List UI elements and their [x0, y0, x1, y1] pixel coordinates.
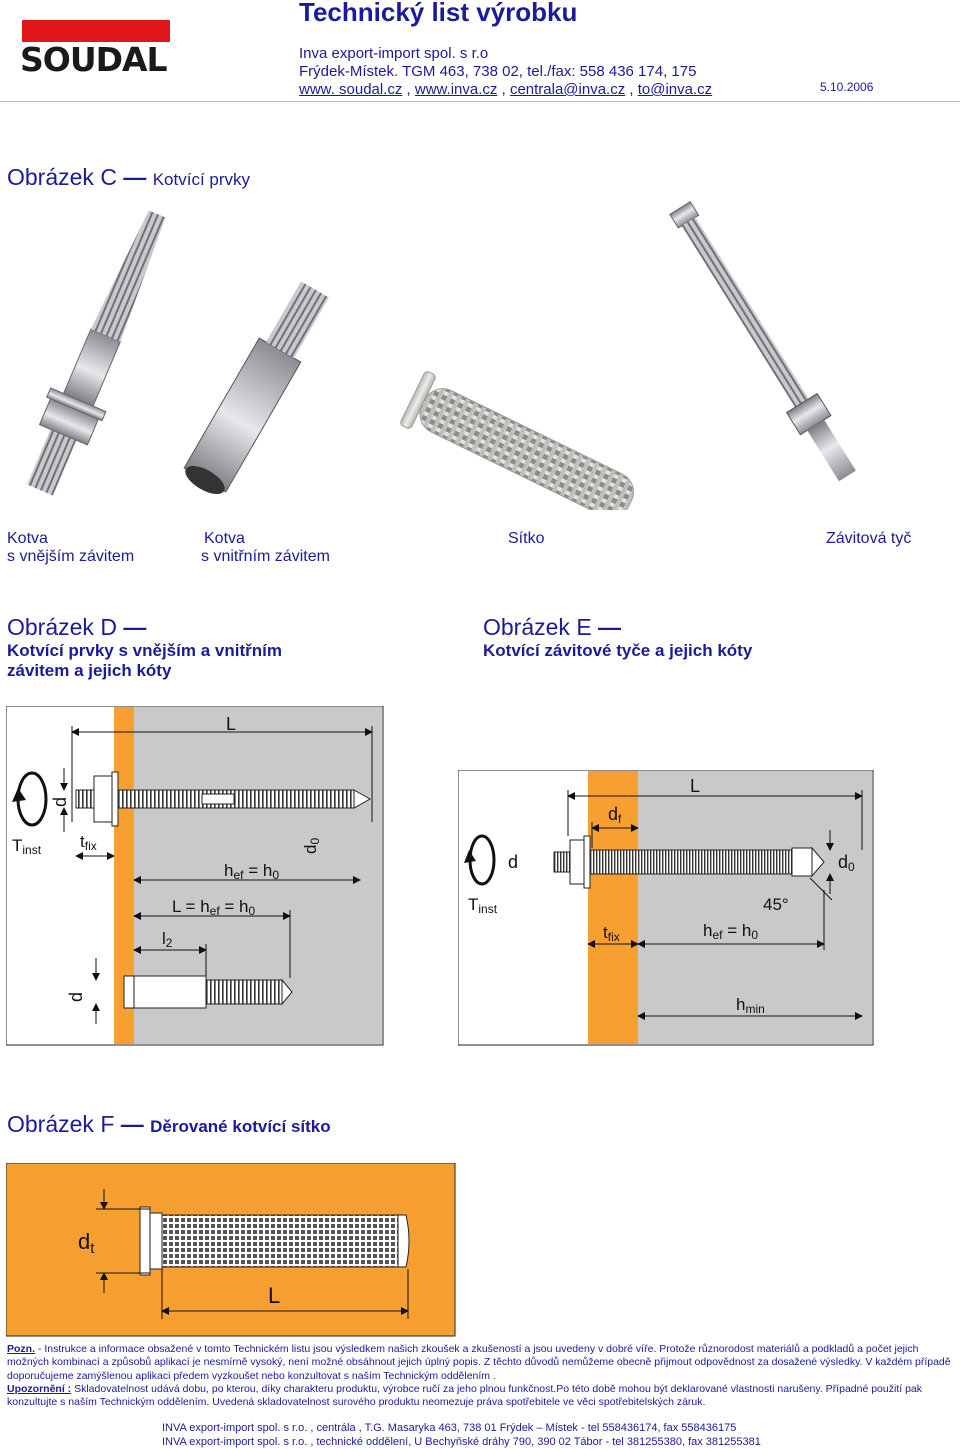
label-df: df — [608, 804, 622, 826]
document-title: Technický list výrobku — [299, 0, 578, 27]
caption-sleeve: Sítko — [508, 530, 545, 547]
caption-threaded-rod: Závitová tyč — [826, 530, 912, 547]
header-divider — [0, 101, 960, 102]
figure-f-diagram — [6, 1163, 456, 1337]
link-to-email[interactable]: to@inva.cz — [637, 81, 713, 98]
label-tinst: Tinst — [12, 836, 42, 857]
label-dt: dt — [78, 1229, 95, 1257]
label-d: d — [508, 852, 519, 872]
note-pozn: Pozn. - Instrukce a informace obsažené v tomto Technickém listu jsou výsledkem našich zkoušek a zkušeností a jsou uvedeny v dobré víře. Protože různorodost materiálů a podkladů a počet jejich možných kombinací a způsobů aplikací je nesmírně vysoký, není možné obsáhnout jejich úplný popis. Z těchto důvodů nemůžeme obecně přijmout odpovědnost za dosažené výsledky. V každém případě doporučujeme zamýšlenou aplikaci předem vyzkoušet nebo konzultovat s naším Technickým oddělením . — [7, 1343, 951, 1382]
soudal-logo-bar — [22, 20, 170, 42]
figure-e-heading: Obrázek E — — [483, 614, 622, 640]
footer-line-2: INVA export-import spol. s r.o. , technické oddělení, U Bechyňské dráhy 790, 390 02 Tábor - tel 381255380, fax 381255381 — [162, 1436, 761, 1448]
figure-f-heading: Obrázek F — Děrované kotvící sítko — [7, 1111, 331, 1137]
threaded-rod-photo — [665, 198, 863, 485]
figure-c-photos — [0, 190, 960, 510]
label-tfix: tfix — [603, 923, 620, 944]
figure-c-heading: Obrázek C — Kotvící prvky — [7, 164, 251, 190]
figure-e-subtitle: Kotvící závitové tyče a jejich kóty — [483, 641, 753, 660]
label-L: L — [690, 776, 701, 796]
label-l2: l2 — [162, 929, 173, 950]
label-d0: d0 — [838, 852, 855, 874]
figure-d-subtitle: Kotvící prvky s vnějším a vnitřním závitem a jejich kóty — [7, 641, 282, 680]
label-tfix: tfix — [80, 832, 97, 853]
soudal-logo: SOUDAL — [20, 40, 167, 79]
figure-d-diagram — [6, 706, 384, 1046]
label-L: L — [226, 714, 237, 734]
company-address: Frýdek-Místek. TGM 463, 738 02, tel./fax: 558 436 174, 175 — [299, 63, 697, 80]
label-L: L — [268, 1283, 281, 1308]
label-hef: hef = h0 — [703, 921, 759, 942]
mesh-sleeve-photo — [399, 370, 643, 510]
label-l-hef: L = hef = h0 — [172, 897, 256, 918]
caption-internal-thread: Kotva s vnitřním závitem — [201, 530, 330, 565]
figure-e-diagram — [458, 770, 874, 1046]
document-date: 5.10.2006 — [820, 80, 874, 94]
company-name: Inva export-import spol. s r.o — [299, 45, 489, 62]
link-soudal[interactable]: www. soudal.cz — [299, 81, 403, 98]
label-angle: 45° — [763, 895, 789, 914]
note-upozorneni: Upozornění : Skladovatelnost udává dobu, po kterou, díky charakteru produktu, výrobce ručí za jeho plnou funkčnost.Po této době mohou být deklarované vlastnosti narušeny. Případné použití pak konzultujte s naším Technickým oddělením. Uvedená skladovatelnost surového produktu neomezuje práva spotřebitele ve věci spotřebitelských záruk. — [7, 1383, 922, 1409]
anchor-internal-thread-photo — [179, 277, 336, 500]
label-tinst: Tinst — [468, 895, 498, 916]
label-hmin: hmin — [736, 995, 765, 1016]
label-d0: d0 — [301, 837, 322, 854]
contact-links: www. soudal.cz , www.inva.cz , centrala@inva.cz , to@inva.cz — [299, 81, 713, 98]
label-hef: hef = h0 — [224, 861, 280, 882]
footer-line-1: INVA export-import spol. s r.o. , centrála , T.G. Masaryka 463, 738 01 Frýdek – Místek - tel 558436174, fax 558436175 — [162, 1422, 737, 1434]
link-centrala-email[interactable]: centrala@inva.cz — [509, 81, 626, 98]
link-inva[interactable]: www.inva.cz — [414, 81, 498, 98]
anchor-external-thread-photo — [12, 202, 184, 502]
label-d-bottom: d — [66, 991, 86, 1002]
label-d: d — [50, 796, 70, 807]
caption-external-thread: Kotva s vnějším závitem — [7, 530, 135, 565]
figure-d-heading: Obrázek D — — [7, 614, 147, 640]
